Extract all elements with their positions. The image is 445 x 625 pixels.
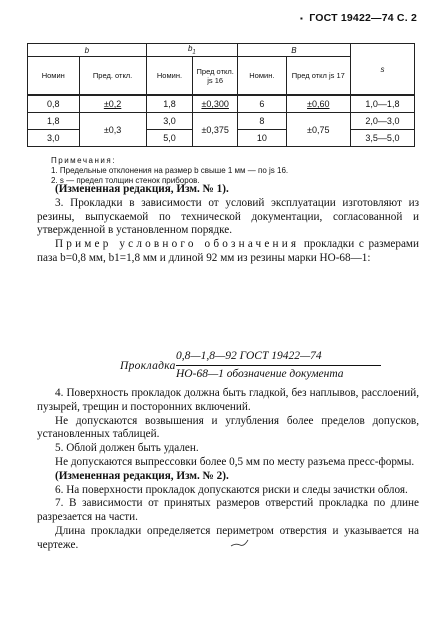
subhead-b-nom: Номин <box>28 57 80 96</box>
change-note-1: (Измененная редакция, Изм. № 1). <box>55 183 229 195</box>
formula-numerator: 0,8—1,8—92 ГОСТ 19422—74 <box>176 350 322 362</box>
formula-label: Прокладка <box>120 360 176 372</box>
cell-b: 0,8 <box>28 95 80 113</box>
cell-b1: 1,8 <box>146 95 193 113</box>
group-B: B <box>238 44 351 57</box>
table-group-header-row <box>28 44 415 57</box>
cell-b: 1,8 <box>28 113 80 130</box>
paragraph-5: 5. Облой должен быть удален. <box>55 442 199 455</box>
cell-s: 1,0—1,8 <box>350 95 414 113</box>
page-dot-mark: ▪ <box>300 14 303 23</box>
group-b1: $b_1$ <box>146 44 237 57</box>
cell-B-dev <box>286 95 350 113</box>
paragraph-6: 6. На поверхности прокладок допускаются риски и следы зачистки облоя. <box>55 483 408 496</box>
example-rest: прокладки с размерами паза b=0,8 мм, b1=1,8 мм и длиной 92 мм из резины марки НО-68—1: <box>37 238 420 264</box>
cell-b-dev <box>79 95 146 113</box>
paragraph-3: 3. Прокладки в зависимости от условий эксплуатации изготовляют из резины, выпускаемой по технической документации, согласованной и утвержденной в установленном порядке. <box>37 196 419 237</box>
paragraph-5b: Не допускаются выпрессовки более 0,5 мм по месту разъема пресс-формы. <box>55 455 415 468</box>
cell-b1-dev <box>193 95 238 113</box>
page-header: ГОСТ 19422—74 С. 2 <box>309 12 417 24</box>
cell-b1: 5,0 <box>146 130 193 147</box>
group-s: s <box>350 44 414 96</box>
cell-s: 2,0—3,0 <box>350 113 414 130</box>
group-b: b <box>28 44 147 57</box>
body-text-top <box>37 183 419 266</box>
subhead-B-nom: Номин. <box>238 57 287 96</box>
paragraph-7: 7. В зависимости от принятых размеров отверстий прокладка по длине разрезается на части. <box>37 497 419 524</box>
subhead-b1-dev: Пред откл. js 16 <box>193 57 238 96</box>
example-paragraph <box>37 238 419 266</box>
notes-title: Примечания: <box>51 156 116 165</box>
example-lead: Пример условного обозначения <box>55 238 300 251</box>
table-row <box>28 95 415 113</box>
paragraph-4: 4. Поверхность прокладок должна быть гладкой, без наплывов, расслоений, пузырей, трещин и посторонних включений. <box>37 387 419 413</box>
cell-B: 10 <box>238 130 287 147</box>
formula-fraction-line <box>176 365 381 366</box>
cell-b-dev: ±0,3 <box>79 113 146 147</box>
cell-b1: 3,0 <box>146 113 193 130</box>
cell-B: 8 <box>238 113 287 130</box>
paragraph-4b: Не допускаются возвышения и углубления более пределов допусков, установленных таблицей. <box>37 414 419 441</box>
cell-b: 3,0 <box>28 130 80 147</box>
formula-denominator: НО-68—1 обозначение документа <box>176 368 344 380</box>
table-row <box>28 113 415 130</box>
subhead-B-dev: Пред откл js 17 <box>286 57 350 96</box>
note-item-2: 2. s — предел толщин стенок приборов. <box>51 176 200 185</box>
cell-b1-dev: ±0,375 <box>193 113 238 147</box>
cell-b1-dev-value: ±0,300 <box>201 99 229 109</box>
dimensions-table <box>27 43 415 147</box>
scan-mark <box>230 538 250 548</box>
cell-B-dev-value: ±0,60 <box>307 99 330 109</box>
table-notes <box>51 156 288 186</box>
change-note-2: (Измененная редакция, Изм. № 2). <box>55 469 229 482</box>
cell-B-dev: ±0,75 <box>286 113 350 147</box>
cell-s: 3,5—5,0 <box>350 130 414 147</box>
body-text-bottom <box>37 387 419 553</box>
cell-B: 6 <box>238 95 287 113</box>
note-item-1: 1. Предельные отклонения на размер b свыше 1 мм — по js 16. <box>51 166 289 175</box>
subhead-b-dev: Пред. откл. <box>79 57 146 96</box>
cell-b-dev-value: ±0,2 <box>103 99 122 109</box>
paragraph-7b: Длина прокладки определяется периметром отверстия и указывается на чертеже. <box>37 524 419 551</box>
subhead-b1-nom: Номин. <box>146 57 193 96</box>
